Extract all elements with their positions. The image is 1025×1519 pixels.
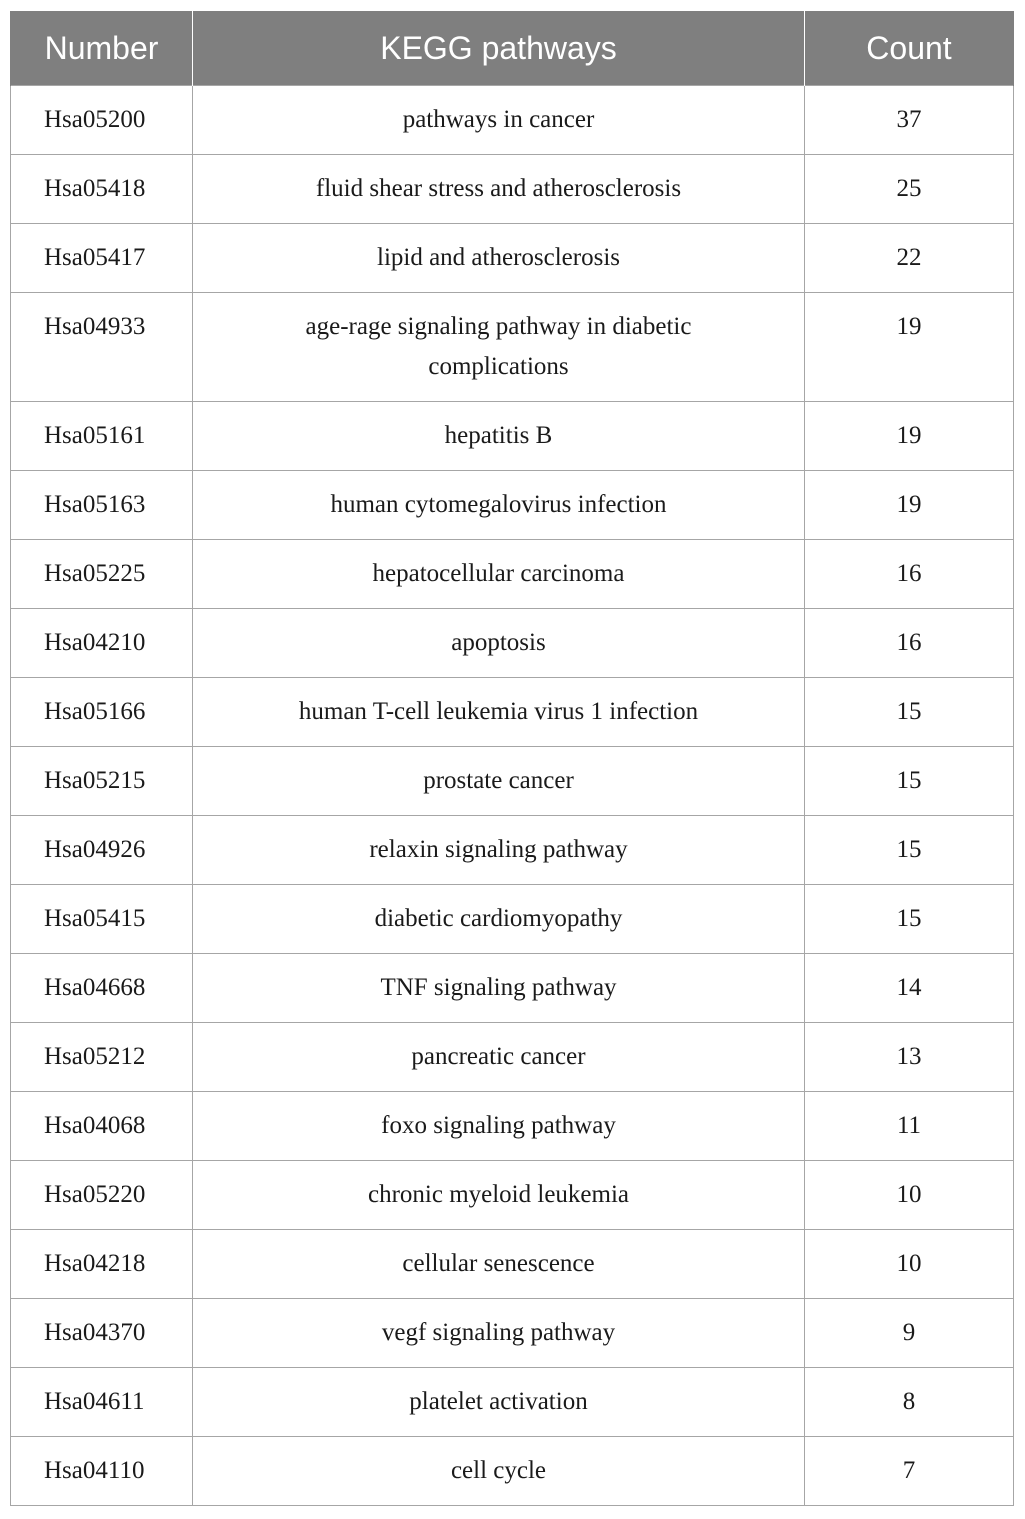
- cell-pathway: lipid and atherosclerosis: [193, 224, 805, 293]
- cell-number: Hsa04611: [11, 1368, 193, 1437]
- table-row: [11, 1161, 1014, 1230]
- cell-number: Hsa05418: [11, 155, 193, 224]
- header-row: [11, 11, 1014, 86]
- cell-count: 7: [805, 1437, 1014, 1506]
- cell-count: 15: [805, 816, 1014, 885]
- table-body: [11, 86, 1014, 1506]
- cell-number: Hsa04370: [11, 1299, 193, 1368]
- cell-pathway: pathways in cancer: [193, 86, 805, 155]
- cell-count: 11: [805, 1092, 1014, 1161]
- cell-count: 15: [805, 678, 1014, 747]
- cell-number: Hsa05220: [11, 1161, 193, 1230]
- cell-count: 15: [805, 747, 1014, 816]
- kegg-pathways-table: [10, 11, 1014, 1506]
- cell-count: 15: [805, 885, 1014, 954]
- table-row: [11, 155, 1014, 224]
- cell-number: Hsa05212: [11, 1023, 193, 1092]
- table-row: [11, 224, 1014, 293]
- table-row: [11, 1299, 1014, 1368]
- cell-count: 16: [805, 540, 1014, 609]
- table-row: [11, 954, 1014, 1023]
- cell-number: Hsa05166: [11, 678, 193, 747]
- cell-number: Hsa04210: [11, 609, 193, 678]
- cell-count: 8: [805, 1368, 1014, 1437]
- cell-count: 37: [805, 86, 1014, 155]
- cell-pathway: TNF signaling pathway: [193, 954, 805, 1023]
- cell-number: Hsa05215: [11, 747, 193, 816]
- cell-pathway: human T-cell leukemia virus 1 infection: [193, 678, 805, 747]
- cell-pathway: foxo signaling pathway: [193, 1092, 805, 1161]
- cell-number: Hsa04110: [11, 1437, 193, 1506]
- cell-number: Hsa04218: [11, 1230, 193, 1299]
- cell-pathway: hepatitis B: [193, 402, 805, 471]
- table-row: [11, 540, 1014, 609]
- cell-number: Hsa05163: [11, 471, 193, 540]
- cell-count: 13: [805, 1023, 1014, 1092]
- cell-pathway: vegf signaling pathway: [193, 1299, 805, 1368]
- cell-count: 10: [805, 1230, 1014, 1299]
- table-row: [11, 86, 1014, 155]
- cell-pathway: hepatocellular carcinoma: [193, 540, 805, 609]
- cell-count: 16: [805, 609, 1014, 678]
- table-row: [11, 1230, 1014, 1299]
- table-header: [11, 11, 1014, 86]
- cell-pathway: age-rage signaling pathway in diabetic complications: [193, 293, 805, 402]
- cell-pathway: fluid shear stress and atherosclerosis: [193, 155, 805, 224]
- cell-number: Hsa04068: [11, 1092, 193, 1161]
- cell-number: Hsa04933: [11, 293, 193, 402]
- table-row: [11, 471, 1014, 540]
- table-row: [11, 678, 1014, 747]
- cell-count: 19: [805, 293, 1014, 402]
- cell-pathway: diabetic cardiomyopathy: [193, 885, 805, 954]
- cell-pathway: relaxin signaling pathway: [193, 816, 805, 885]
- cell-count: 9: [805, 1299, 1014, 1368]
- cell-count: 10: [805, 1161, 1014, 1230]
- cell-count: 25: [805, 155, 1014, 224]
- cell-count: 19: [805, 402, 1014, 471]
- table-row: [11, 816, 1014, 885]
- table-row: [11, 402, 1014, 471]
- cell-pathway: platelet activation: [193, 1368, 805, 1437]
- table-row: [11, 1437, 1014, 1506]
- table-row: [11, 609, 1014, 678]
- cell-pathway: human cytomegalovirus infection: [193, 471, 805, 540]
- cell-number: Hsa05200: [11, 86, 193, 155]
- header-count: Count: [805, 11, 1014, 86]
- cell-number: Hsa05415: [11, 885, 193, 954]
- header-kegg-pathways: KEGG pathways: [193, 11, 805, 86]
- cell-pathway: pancreatic cancer: [193, 1023, 805, 1092]
- header-number: Number: [11, 11, 193, 86]
- cell-number: Hsa05225: [11, 540, 193, 609]
- table-row: [11, 1023, 1014, 1092]
- table-row: [11, 293, 1014, 402]
- cell-pathway: chronic myeloid leukemia: [193, 1161, 805, 1230]
- kegg-table-container: [10, 11, 1013, 1506]
- cell-pathway: cellular senescence: [193, 1230, 805, 1299]
- table-row: [11, 747, 1014, 816]
- cell-number: Hsa05417: [11, 224, 193, 293]
- cell-count: 14: [805, 954, 1014, 1023]
- table-row: [11, 1368, 1014, 1437]
- cell-pathway: apoptosis: [193, 609, 805, 678]
- cell-pathway: prostate cancer: [193, 747, 805, 816]
- table-row: [11, 885, 1014, 954]
- table-row: [11, 1092, 1014, 1161]
- cell-number: Hsa05161: [11, 402, 193, 471]
- cell-number: Hsa04668: [11, 954, 193, 1023]
- cell-count: 22: [805, 224, 1014, 293]
- cell-number: Hsa04926: [11, 816, 193, 885]
- cell-count: 19: [805, 471, 1014, 540]
- cell-pathway: cell cycle: [193, 1437, 805, 1506]
